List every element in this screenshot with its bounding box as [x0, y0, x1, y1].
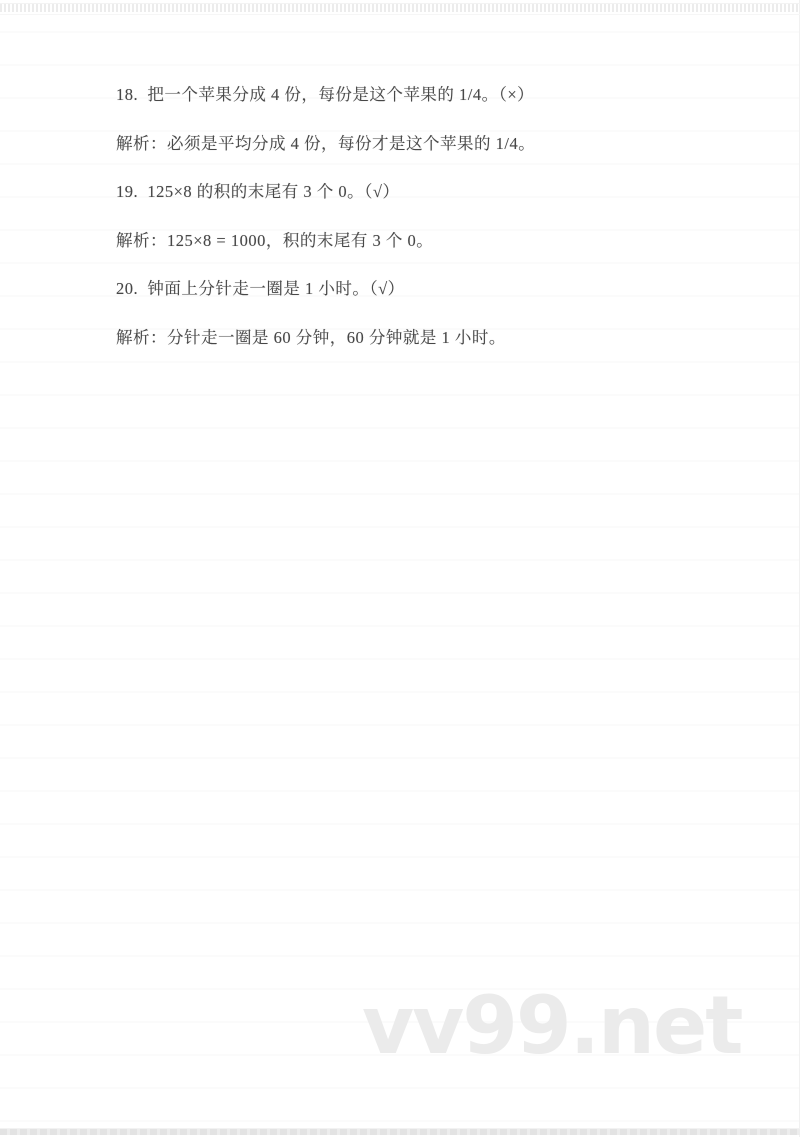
question-20-text: 20. 钟面上分针走一圈是 1 小时。（√）: [116, 279, 405, 298]
site-watermark: vv99.net: [362, 979, 742, 1072]
question-19-text: 19. 125×8 的积的末尾有 3 个 0。（√）: [116, 182, 400, 201]
analysis-19-text: 解析：125×8 = 1000，积的末尾有 3 个 0。: [116, 230, 434, 250]
question-18-text: 18. 把一个苹果分成 4 份，每份是这个苹果的 1/4。（×）: [116, 85, 535, 104]
answer-sheet-content: [116, 87, 716, 378]
analysis-20-text: 解析：分针走一圈是 60 分钟，60 分钟就是 1 小时。: [116, 327, 506, 347]
analysis-18-text: 解析：必须是平均分成 4 份，每份才是这个苹果的 1/4。: [116, 133, 536, 153]
perforated-top-edge: [0, 3, 800, 12]
dashed-bottom-edge: [0, 1128, 800, 1135]
